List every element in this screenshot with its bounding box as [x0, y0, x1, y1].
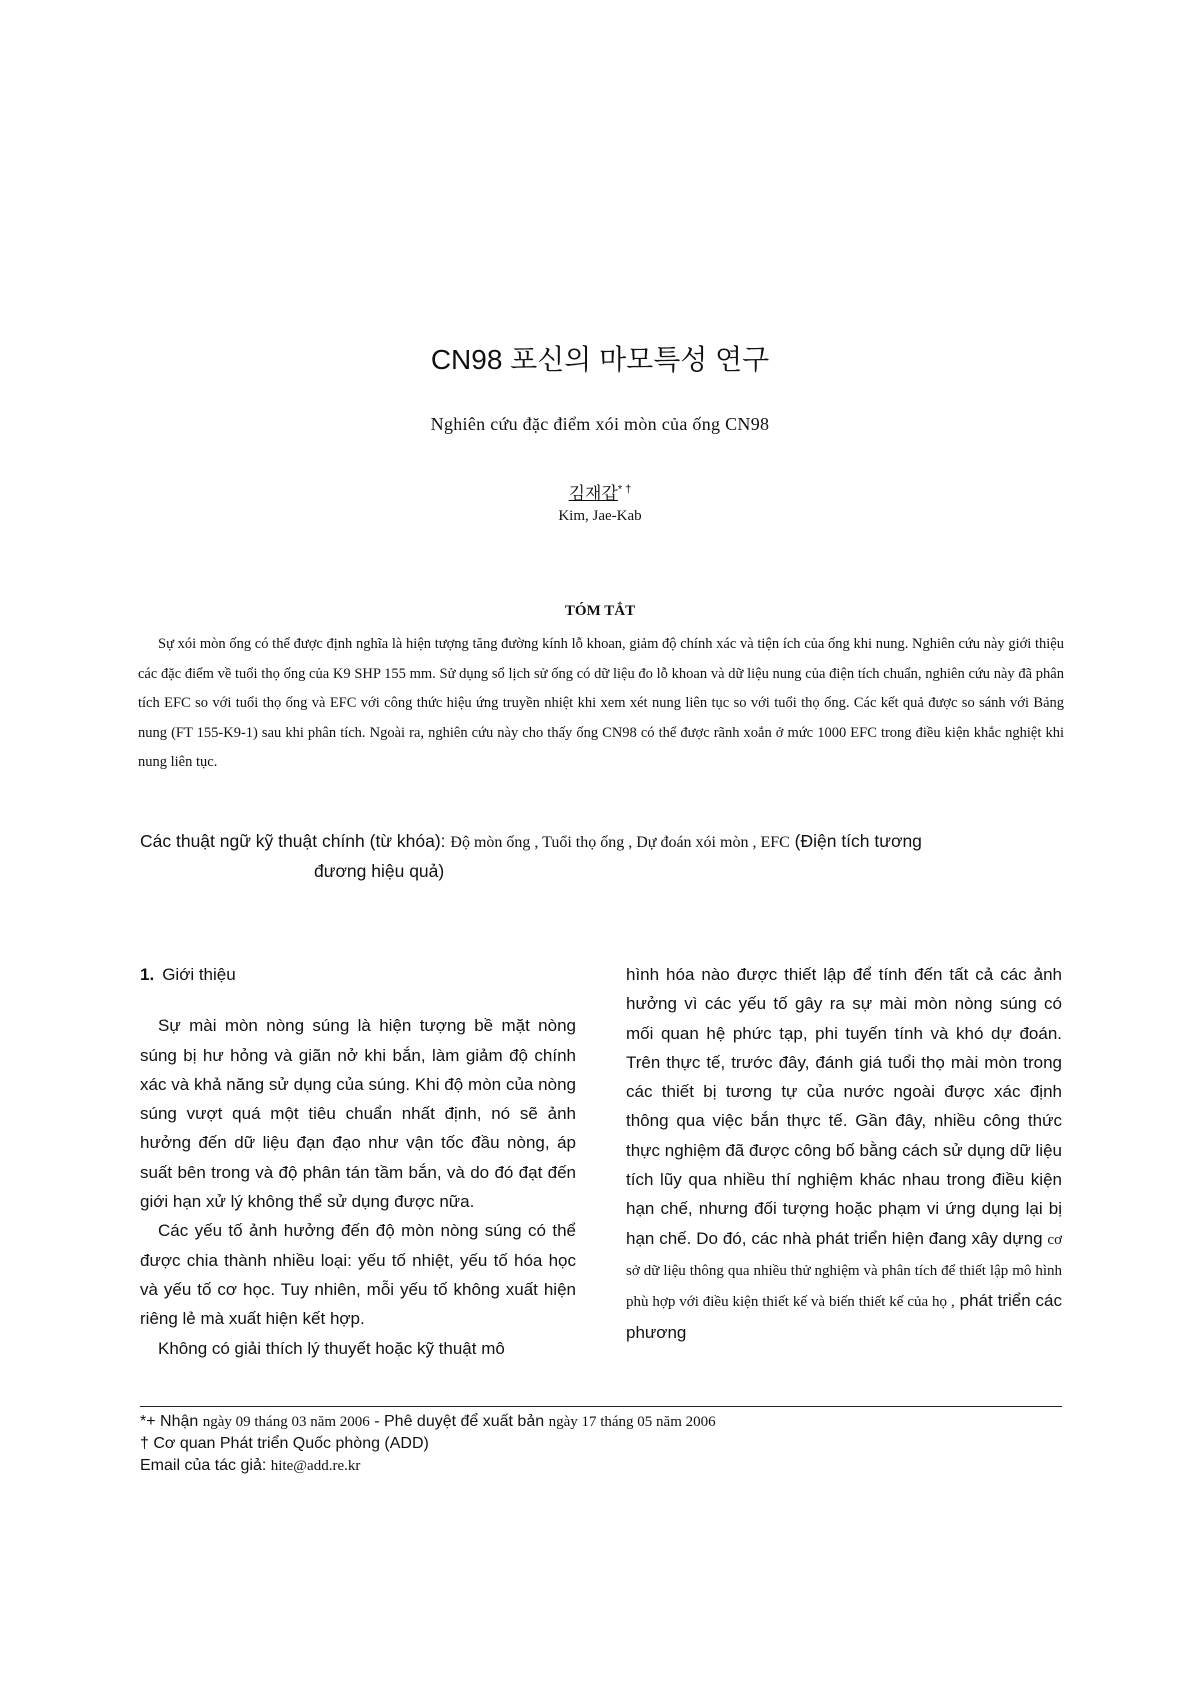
- right-column: [626, 960, 1062, 1347]
- footnote-dates: [140, 1411, 1062, 1433]
- section-number: 1.: [140, 965, 155, 984]
- author-english-name: Kim, Jae-Kab: [558, 508, 642, 524]
- footnote-approved-prefix: - Phê duyệt để xuất bản: [369, 1413, 549, 1430]
- footnote-email-address: hite@add.re.kr: [270, 1458, 361, 1474]
- section-heading: [140, 960, 576, 989]
- paper-title: CN98 포신의 마모특성 연구: [430, 344, 770, 375]
- footnote-divider: [140, 1406, 1062, 1407]
- author-korean-line: [0, 479, 1200, 504]
- keywords-label: Các thuật ngữ kỹ thuật chính (từ khóa):: [140, 831, 451, 851]
- section-title: Giới thiệu: [162, 965, 236, 984]
- footnote-approved-date: ngày 17 tháng 05 năm 2006: [548, 1414, 716, 1430]
- footnote-email-label: Email của tác giả:: [140, 1457, 271, 1474]
- keywords-values-tail: (Điện tích tương: [789, 831, 922, 851]
- keywords-continued: đương hiệu quả): [314, 861, 445, 881]
- keywords-line: [140, 827, 1062, 857]
- intro-paragraph-3-continued: [626, 960, 1062, 1347]
- left-column: [140, 960, 576, 1363]
- footnote-affiliation: † Cơ quan Phát triển Quốc phòng (ADD): [140, 1435, 429, 1452]
- footnote-received-date: ngày 09 tháng 03 năm 2006: [202, 1414, 370, 1430]
- abstract-body: Sự xói mòn ống có thể được định nghĩa là hiện tượng tăng đường kính lỗ khoan, giảm độ chính xác và tiện ích của ống khi nung. Nghiên cứu này giới thiệu các đặc điểm về tuổi thọ ống của K9 SHP 155 mm. Sử dụng sổ lịch sử ống có dữ liệu đo lỗ khoan và dữ liệu nung của điện tích chuẩn, nghiên cứu này đã phân tích EFC so với tuổi thọ ống và EFC với công thức hiệu ứng truyền nhiệt khi xem xét nung liên tục so với tuổi thọ ống. Các kết quả được so sánh với Bảng nung (FT 155-K9-1) sau khi phân tích. Ngoài ra, nghiên cứu này cho thấy ống CN98 có thể được rãnh xoắn ở mức 1000 EFC trong điều kiện khắc nghiệt khi nung liên tục.: [138, 636, 1064, 770]
- keywords-block: [140, 827, 1062, 885]
- paper-subtitle: Nghiên cứu đặc điểm xói mòn của ống CN98: [430, 414, 770, 434]
- author-korean-name: 김재갑: [568, 484, 618, 503]
- right-column-serif-text: cơ sở dữ liệu thông qua nhiều thử nghiệm và phân tích để thiết lập mô hình phù hợp với điều kiện thiết kế và biến thiết kế của họ ,: [626, 1231, 1062, 1311]
- footnote-received-prefix: *+ Nhận: [140, 1413, 203, 1430]
- author-affiliation-marks: * †: [617, 483, 632, 496]
- intro-paragraph-1: Sự mài mòn nòng súng là hiện tượng bề mặt nòng súng bị hư hỏng và giãn nở khi bắn, làm giảm độ chính xác và khả năng sử dụng của súng. Khi độ mòn của nòng súng vượt quá một tiêu chuẩn nhất định, nó sẽ ảnh hưởng đến dữ liệu đạn đạo như vận tốc đầu nòng, áp suất bên trong và độ phân tán tầm bắn, và do đó đạt đến giới hạn xử lý không thể sử dụng được nữa.: [140, 1016, 576, 1212]
- right-column-tail: phát triển các phương: [626, 1291, 1063, 1342]
- intro-paragraph-2: Các yếu tố ảnh hưởng đến độ mòn nòng súng có thể được chia thành nhiều loại: yếu tố nhiệt, yếu tố hóa học và yếu tố cơ học. Tuy nhiên, mỗi yếu tố không xuất hiện riêng lẻ mà xuất hiện kết hợp.: [140, 1221, 576, 1329]
- right-column-text: hình hóa nào được thiết lập để tính đến tất cả các ảnh hưởng vì các yếu tố gây ra sự mài mòn nòng súng có mối quan hệ phức tạp, phi tuyến tính và khó dự đoán. Trên thực tế, trước đây, đánh giá tuổi thọ mài mòn trong các thiết bị tương tự của nước ngoài được xác định thông qua việc bắn thực tế. Gần đây, nhiều công thức thực nghiệm đã được công bố bằng cách sử dụng dữ liệu tích lũy qua nhiều thí nghiệm khác nhau trong điều kiện hạn chế, nhưng đối tượng hoặc phạm vi ứng dụng lại bị hạn chế. Do đó, các nhà phát triển hiện đang xây dựng: [626, 965, 1062, 1248]
- abstract-heading: TÓM TẮT: [564, 603, 636, 619]
- footnotes: [140, 1411, 1062, 1477]
- intro-paragraph-3-start: Không có giải thích lý thuyết hoặc kỹ thuật mô: [158, 1338, 505, 1358]
- footnote-email-line: [140, 1455, 1062, 1477]
- keywords-values: Độ mòn ống , Tuổi thọ ống , Dự đoán xói mòn , EFC: [450, 834, 790, 851]
